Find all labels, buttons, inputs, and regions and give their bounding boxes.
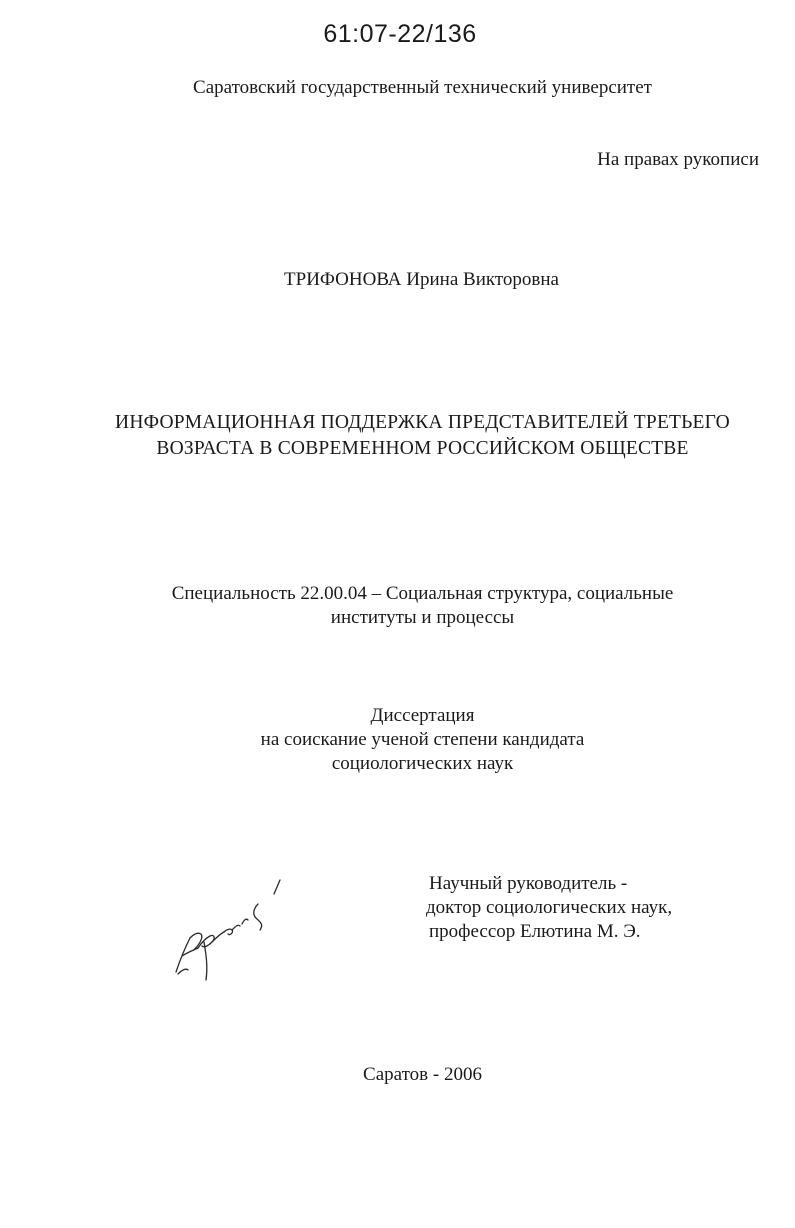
advisor-line: доктор социологических наук,	[426, 897, 673, 918]
author-name: ТРИФОНОВА Ирина Викторовна	[284, 269, 559, 290]
city-year: Саратов - 2006	[363, 1064, 482, 1085]
specialty-line: Специальность 22.00.04 – Социальная структура, социальные	[171, 583, 674, 604]
university-name: Саратовский государственный технический университет	[193, 77, 652, 98]
advisor-line: Научный руководитель -	[429, 873, 628, 894]
dissertation-type-line: на соискание ученой степени кандидата	[260, 729, 585, 750]
author-signature	[168, 872, 298, 987]
rights-notice: На правах рукописи	[597, 149, 759, 170]
dissertation-title-line: ИНФОРМАЦИОННАЯ ПОДДЕРЖКА ПРЕДСТАВИТЕЛЕЙ ТРЕТЬЕГО	[115, 412, 730, 433]
dissertation-type-line: Диссертация	[370, 705, 475, 726]
dissertation-type-line: социологических наук	[331, 753, 514, 774]
specialty-line: институты и процессы	[330, 607, 515, 628]
catalog-code: 61:07-22/136	[323, 20, 477, 48]
advisor-line: профессор Елютина М. Э.	[429, 921, 641, 942]
dissertation-title-line: ВОЗРАСТА В СОВРЕМЕННОМ РОССИЙСКОМ ОБЩЕСТВЕ	[156, 438, 689, 459]
